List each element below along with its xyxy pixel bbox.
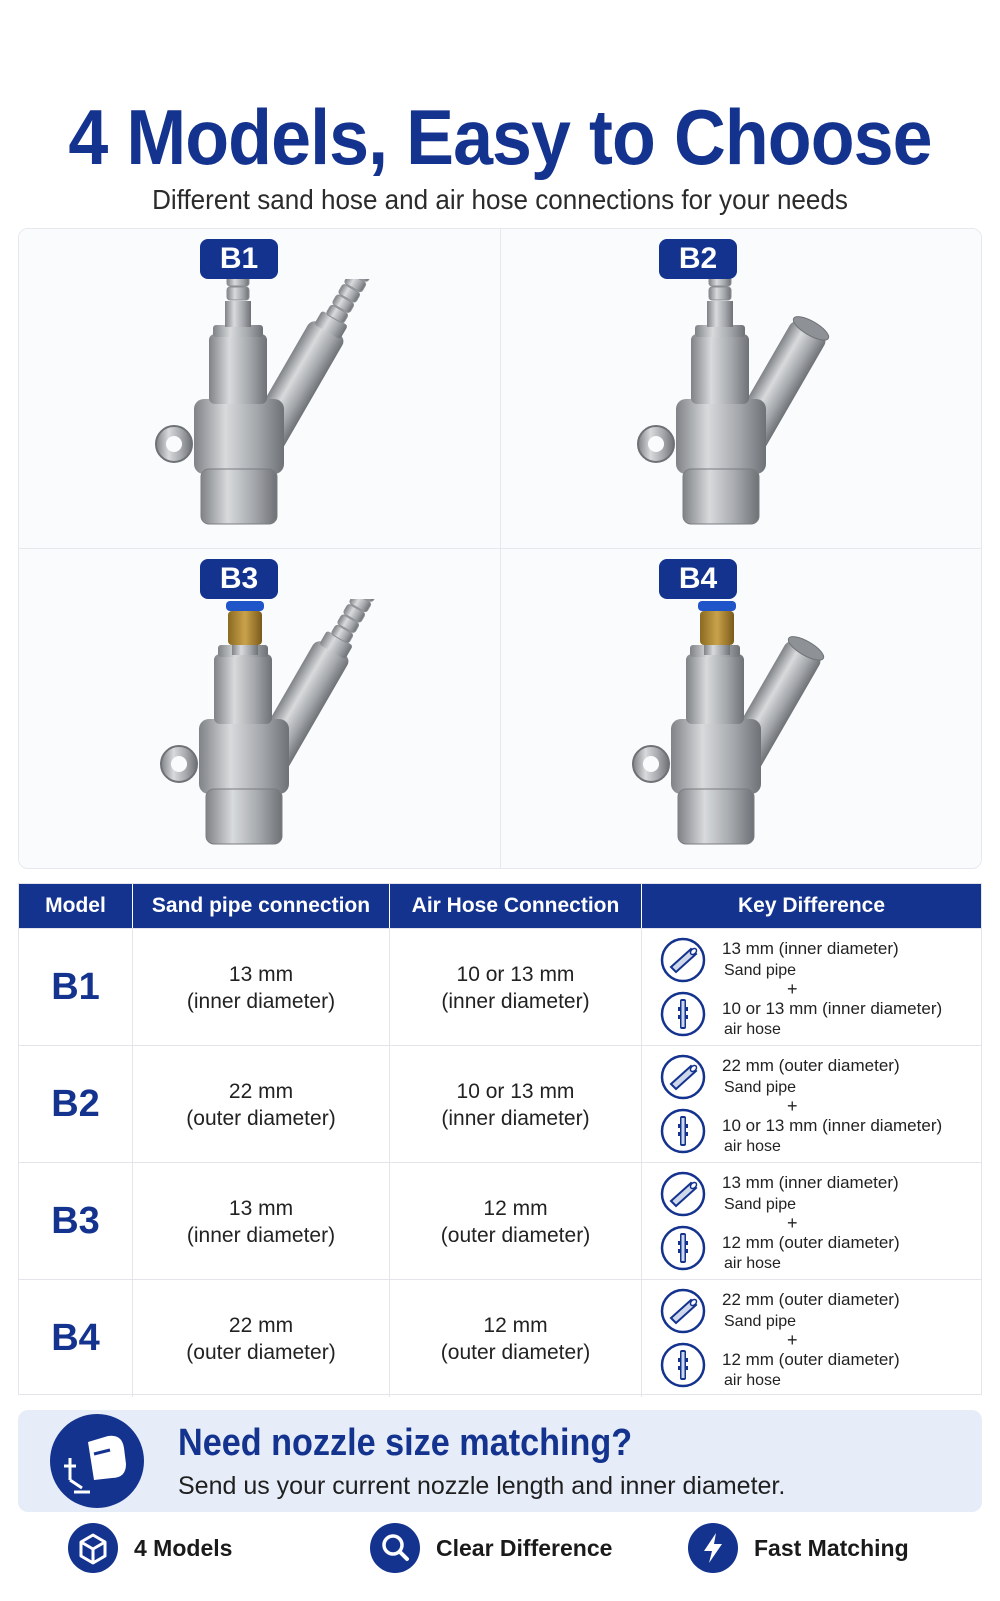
page-title: 4 Models, Easy to Choose: [68, 93, 932, 181]
key-air-size: 12 mm (outer diameter): [722, 1233, 900, 1252]
air-type: (inner diameter): [441, 1106, 590, 1130]
key-plus: +: [787, 1213, 798, 1233]
row-model: B4: [19, 1280, 133, 1397]
key-plus: +: [787, 1096, 798, 1116]
sand-connection-cell: [133, 929, 390, 1046]
comparison-table: [18, 883, 982, 1395]
product-card-b3: [19, 549, 501, 869]
sand-pipe-icon: [660, 1054, 706, 1100]
sand-type: (inner diameter): [186, 989, 336, 1013]
nozzle-measure-icon: [50, 1414, 144, 1508]
air-type: (outer diameter): [440, 1223, 591, 1247]
key-difference-cell: [642, 1163, 949, 1280]
table-row: [19, 1162, 981, 1279]
key-difference-cell: [642, 1280, 949, 1397]
air-connection-cell: [390, 1163, 642, 1280]
feature-clear-difference: [370, 1518, 612, 1578]
key-sand-label: Sand pipe: [724, 962, 797, 979]
air-connection-cell: [390, 929, 642, 1046]
banner-text: Send us your current nozzle length and inner diameter.: [178, 1472, 786, 1500]
key-sand-size: 13 mm (inner diameter): [722, 1173, 899, 1192]
cube-icon: [68, 1523, 118, 1573]
sand-size: 13 mm: [228, 1196, 294, 1220]
feature-strip: [0, 1518, 1000, 1578]
key-difference-cell: [642, 929, 949, 1046]
table-row: [19, 1279, 981, 1396]
table-row: [19, 928, 981, 1045]
feature-fast-matching: [688, 1518, 909, 1578]
model-badge: B3: [200, 559, 278, 599]
air-size: 12 mm: [483, 1313, 548, 1337]
row-model: B3: [19, 1163, 133, 1280]
sand-size: 22 mm: [228, 1313, 294, 1337]
air-connection-cell: [390, 1280, 642, 1397]
product-image-b4: [501, 599, 982, 869]
key-difference-cell: [642, 1046, 949, 1163]
air-size: 10 or 13 mm: [456, 962, 575, 986]
header-model: Model: [19, 884, 133, 928]
sand-size: 13 mm: [228, 962, 294, 986]
air-connection-cell: [390, 1046, 642, 1163]
sand-pipe-icon: [660, 937, 706, 983]
sand-type: (outer diameter): [186, 1340, 336, 1364]
model-badge: B4: [659, 559, 737, 599]
row-model: B2: [19, 1046, 133, 1163]
product-image-b3: [19, 599, 501, 869]
air-type: (inner diameter): [441, 989, 590, 1013]
model-badge: B1: [200, 239, 278, 279]
model-badge: B2: [659, 239, 737, 279]
air-hose-icon: [660, 991, 706, 1037]
table-row: [19, 1045, 981, 1162]
product-image-b1: [19, 279, 501, 549]
air-hose-icon: [660, 1225, 706, 1271]
product-card-b4: [501, 549, 982, 869]
feature-label: Clear Difference: [436, 1534, 613, 1561]
sand-connection-cell: [133, 1163, 390, 1280]
feature-label: 4 Models: [134, 1534, 233, 1561]
key-air-label: air hose: [724, 1255, 781, 1272]
sand-type: (outer diameter): [186, 1106, 336, 1130]
key-sand-size: 13 mm (inner diameter): [722, 939, 899, 958]
feature-label: Fast Matching: [754, 1534, 909, 1561]
key-sand-label: Sand pipe: [724, 1313, 797, 1330]
key-sand-size: 22 mm (outer diameter): [722, 1056, 900, 1075]
key-air-label: air hose: [724, 1021, 781, 1038]
table-header: [19, 884, 981, 928]
product-image-b2: [501, 279, 982, 549]
search-icon: [370, 1523, 420, 1573]
key-sand-label: Sand pipe: [724, 1196, 797, 1213]
lightning-icon: [688, 1523, 738, 1573]
key-air-size: 10 or 13 mm (inner diameter): [722, 1116, 943, 1135]
air-hose-icon: [660, 1108, 706, 1154]
key-plus: +: [787, 1330, 798, 1350]
key-sand-size: 22 mm (outer diameter): [722, 1290, 900, 1309]
sand-connection-cell: [133, 1280, 390, 1397]
air-type: (outer diameter): [440, 1340, 591, 1364]
header-sand: Sand pipe connection: [133, 884, 390, 928]
key-sand-label: Sand pipe: [724, 1079, 797, 1096]
sand-size: 22 mm: [228, 1079, 294, 1103]
product-card-b1: [19, 229, 501, 549]
sand-pipe-icon: [660, 1288, 706, 1334]
sand-connection-cell: [133, 1046, 390, 1163]
product-card-b2: [501, 229, 982, 549]
air-hose-icon: [660, 1342, 706, 1388]
banner-title: Need nozzle size matching?: [178, 1422, 633, 1464]
key-air-size: 10 or 13 mm (inner diameter): [722, 999, 943, 1018]
air-size: 12 mm: [483, 1196, 548, 1220]
key-air-label: air hose: [724, 1372, 781, 1389]
row-model: B1: [19, 929, 133, 1046]
key-air-label: air hose: [724, 1138, 781, 1155]
feature-4-models: [68, 1518, 232, 1578]
page-subtitle: Different sand hose and air hose connections for your needs: [152, 184, 848, 215]
header-air: Air Hose Connection: [390, 884, 642, 928]
sand-pipe-icon: [660, 1171, 706, 1217]
key-plus: +: [787, 979, 798, 999]
header-key: Key Difference: [737, 894, 886, 917]
air-size: 10 or 13 mm: [456, 1079, 575, 1103]
key-air-size: 12 mm (outer diameter): [722, 1350, 900, 1369]
sand-type: (inner diameter): [186, 1223, 336, 1247]
product-grid: [18, 228, 982, 869]
nozzle-matching-banner: [18, 1410, 982, 1512]
